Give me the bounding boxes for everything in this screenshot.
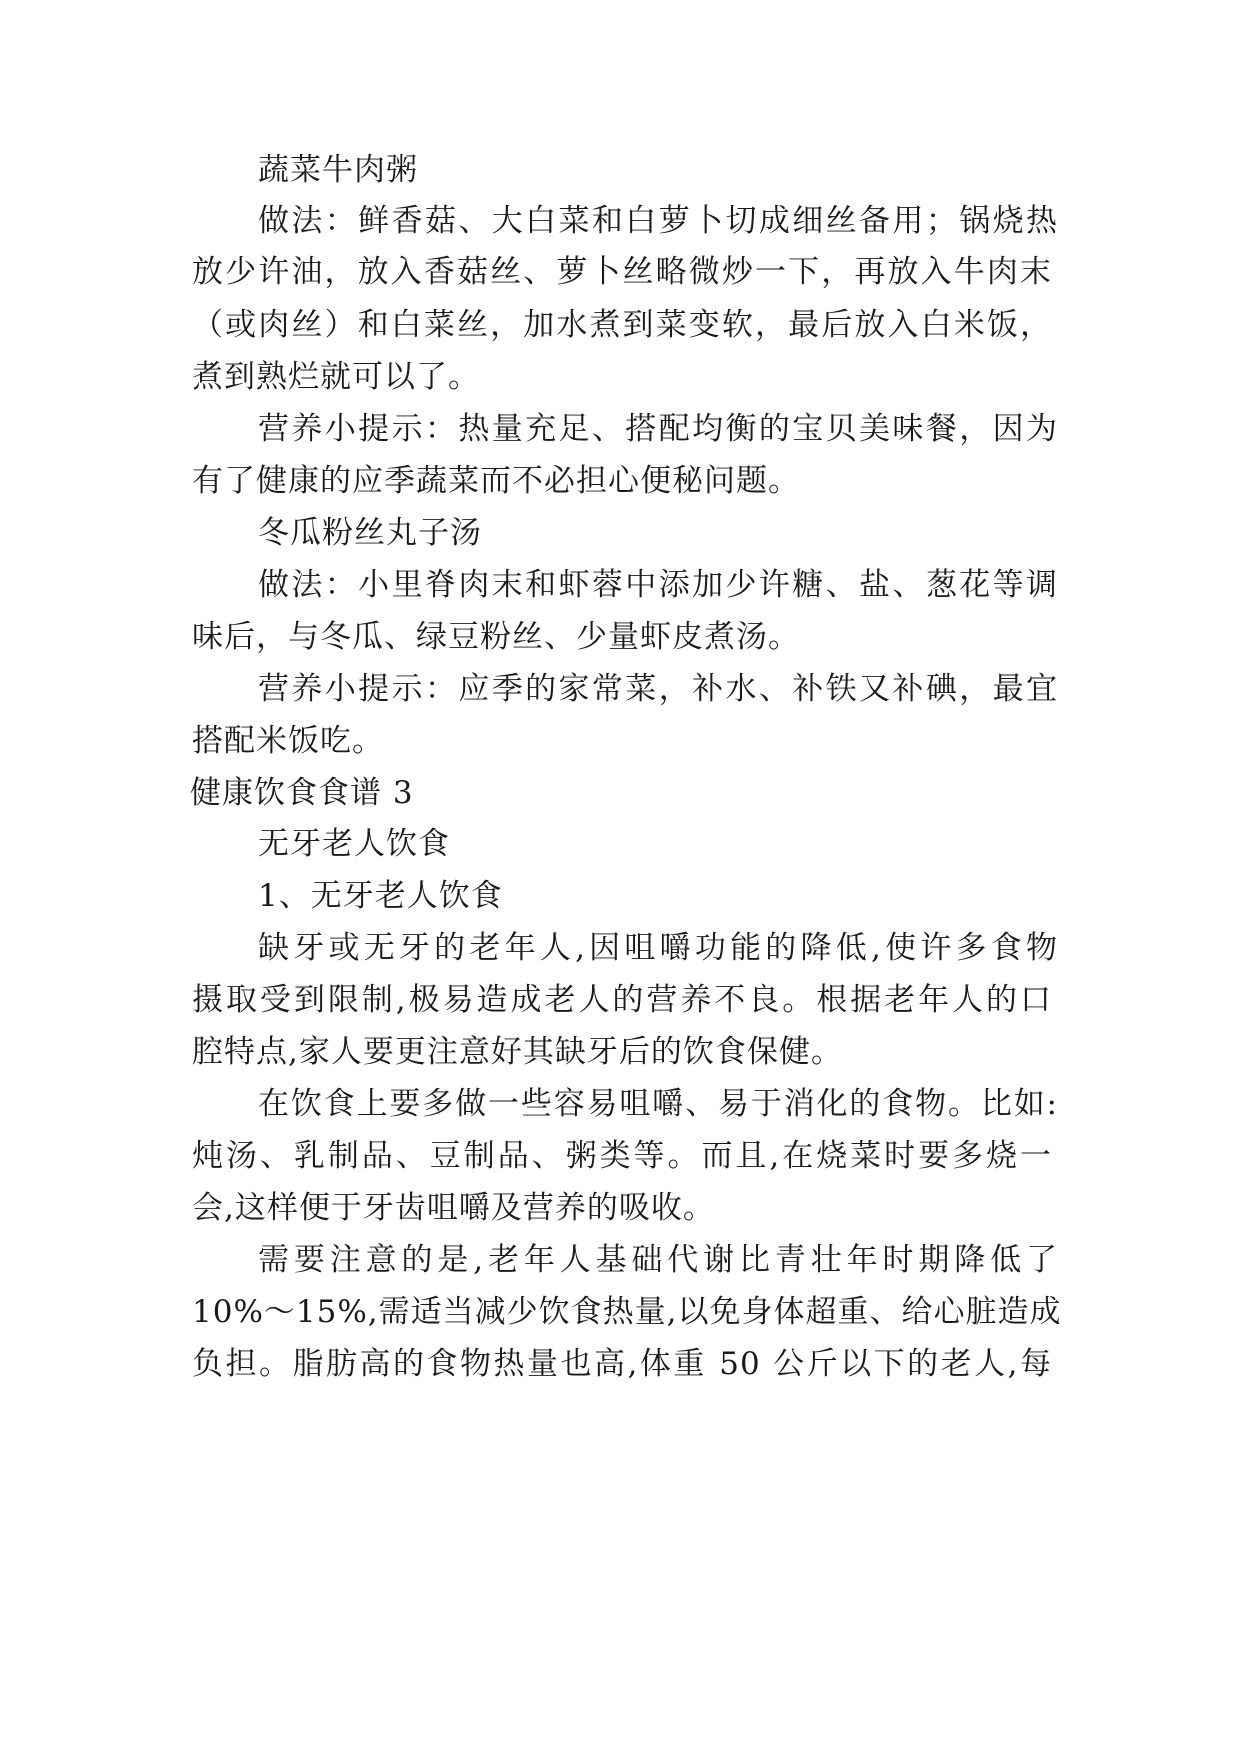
paragraph-2-line-2: 炖汤、乳制品、豆制品、粥类等。而且,在烧菜时要多烧一 xyxy=(192,1138,1052,1174)
recipe-1-method-line-4: 煮到熟烂就可以了。 xyxy=(192,359,480,395)
paragraph-3-line-2: 10%～15%,需适当减少饮食热量,以免身体超重、给心脏造成 xyxy=(192,1294,1062,1330)
recipe-2-method-line-1: 做法：小里脊肉末和虾蓉中添加少许糖、盐、葱花等调 xyxy=(258,567,1058,603)
paragraph-2-line-1: 在饮食上要多做一些容易咀嚼、易于消化的食物。比如: xyxy=(258,1086,1058,1122)
paragraph-1-line-1: 缺牙或无牙的老年人,因咀嚼功能的降低,使许多食物 xyxy=(258,930,1058,966)
numbered-item: 1、无牙老人饮食 xyxy=(258,878,503,914)
recipe-1-method-line-3: （或肉丝）和白菜丝，加水煮到菜变软，最后放入白米饭， xyxy=(192,307,1052,343)
recipe-2-tip-line-1: 营养小提示：应季的家常菜，补水、补铁又补碘，最宜 xyxy=(258,671,1058,707)
recipe-1-method-line-1: 做法：鲜香菇、大白菜和白萝卜切成细丝备用；锅烧热 xyxy=(258,203,1058,239)
recipe-2-method-line-2: 味后，与冬瓜、绿豆粉丝、少量虾皮煮汤。 xyxy=(192,619,800,655)
paragraph-3-line-3: 负担。脂肪高的食物热量也高,体重 50 公斤以下的老人,每 xyxy=(192,1346,1052,1382)
recipe-title-1: 蔬菜牛肉粥 xyxy=(258,152,418,188)
paragraph-3-line-1: 需要注意的是,老年人基础代谢比青壮年时期降低了 xyxy=(258,1242,1058,1278)
recipe-1-tip-line-2: 有了健康的应季蔬菜而不必担心便秘问题。 xyxy=(192,463,800,499)
subheading: 无牙老人饮食 xyxy=(258,826,450,862)
recipe-title-2: 冬瓜粉丝丸子汤 xyxy=(258,515,482,551)
recipe-2-tip-line-2: 搭配米饭吃。 xyxy=(192,723,384,759)
section-heading: 健康饮食食谱 3 xyxy=(190,775,414,811)
paragraph-1-line-3: 腔特点,家人要更注意好其缺牙后的饮食保健。 xyxy=(192,1034,843,1070)
recipe-1-method-line-2: 放少许油，放入香菇丝、萝卜丝略微炒一下，再放入牛肉末 xyxy=(192,254,1052,290)
paragraph-1-line-2: 摄取受到限制,极易造成老人的营养不良。根据老年人的口 xyxy=(192,982,1052,1018)
paragraph-2-line-3: 会,这样便于牙齿咀嚼及营养的吸收。 xyxy=(192,1190,715,1226)
recipe-1-tip-line-1: 营养小提示：热量充足、搭配均衡的宝贝美味餐，因为 xyxy=(258,411,1058,447)
